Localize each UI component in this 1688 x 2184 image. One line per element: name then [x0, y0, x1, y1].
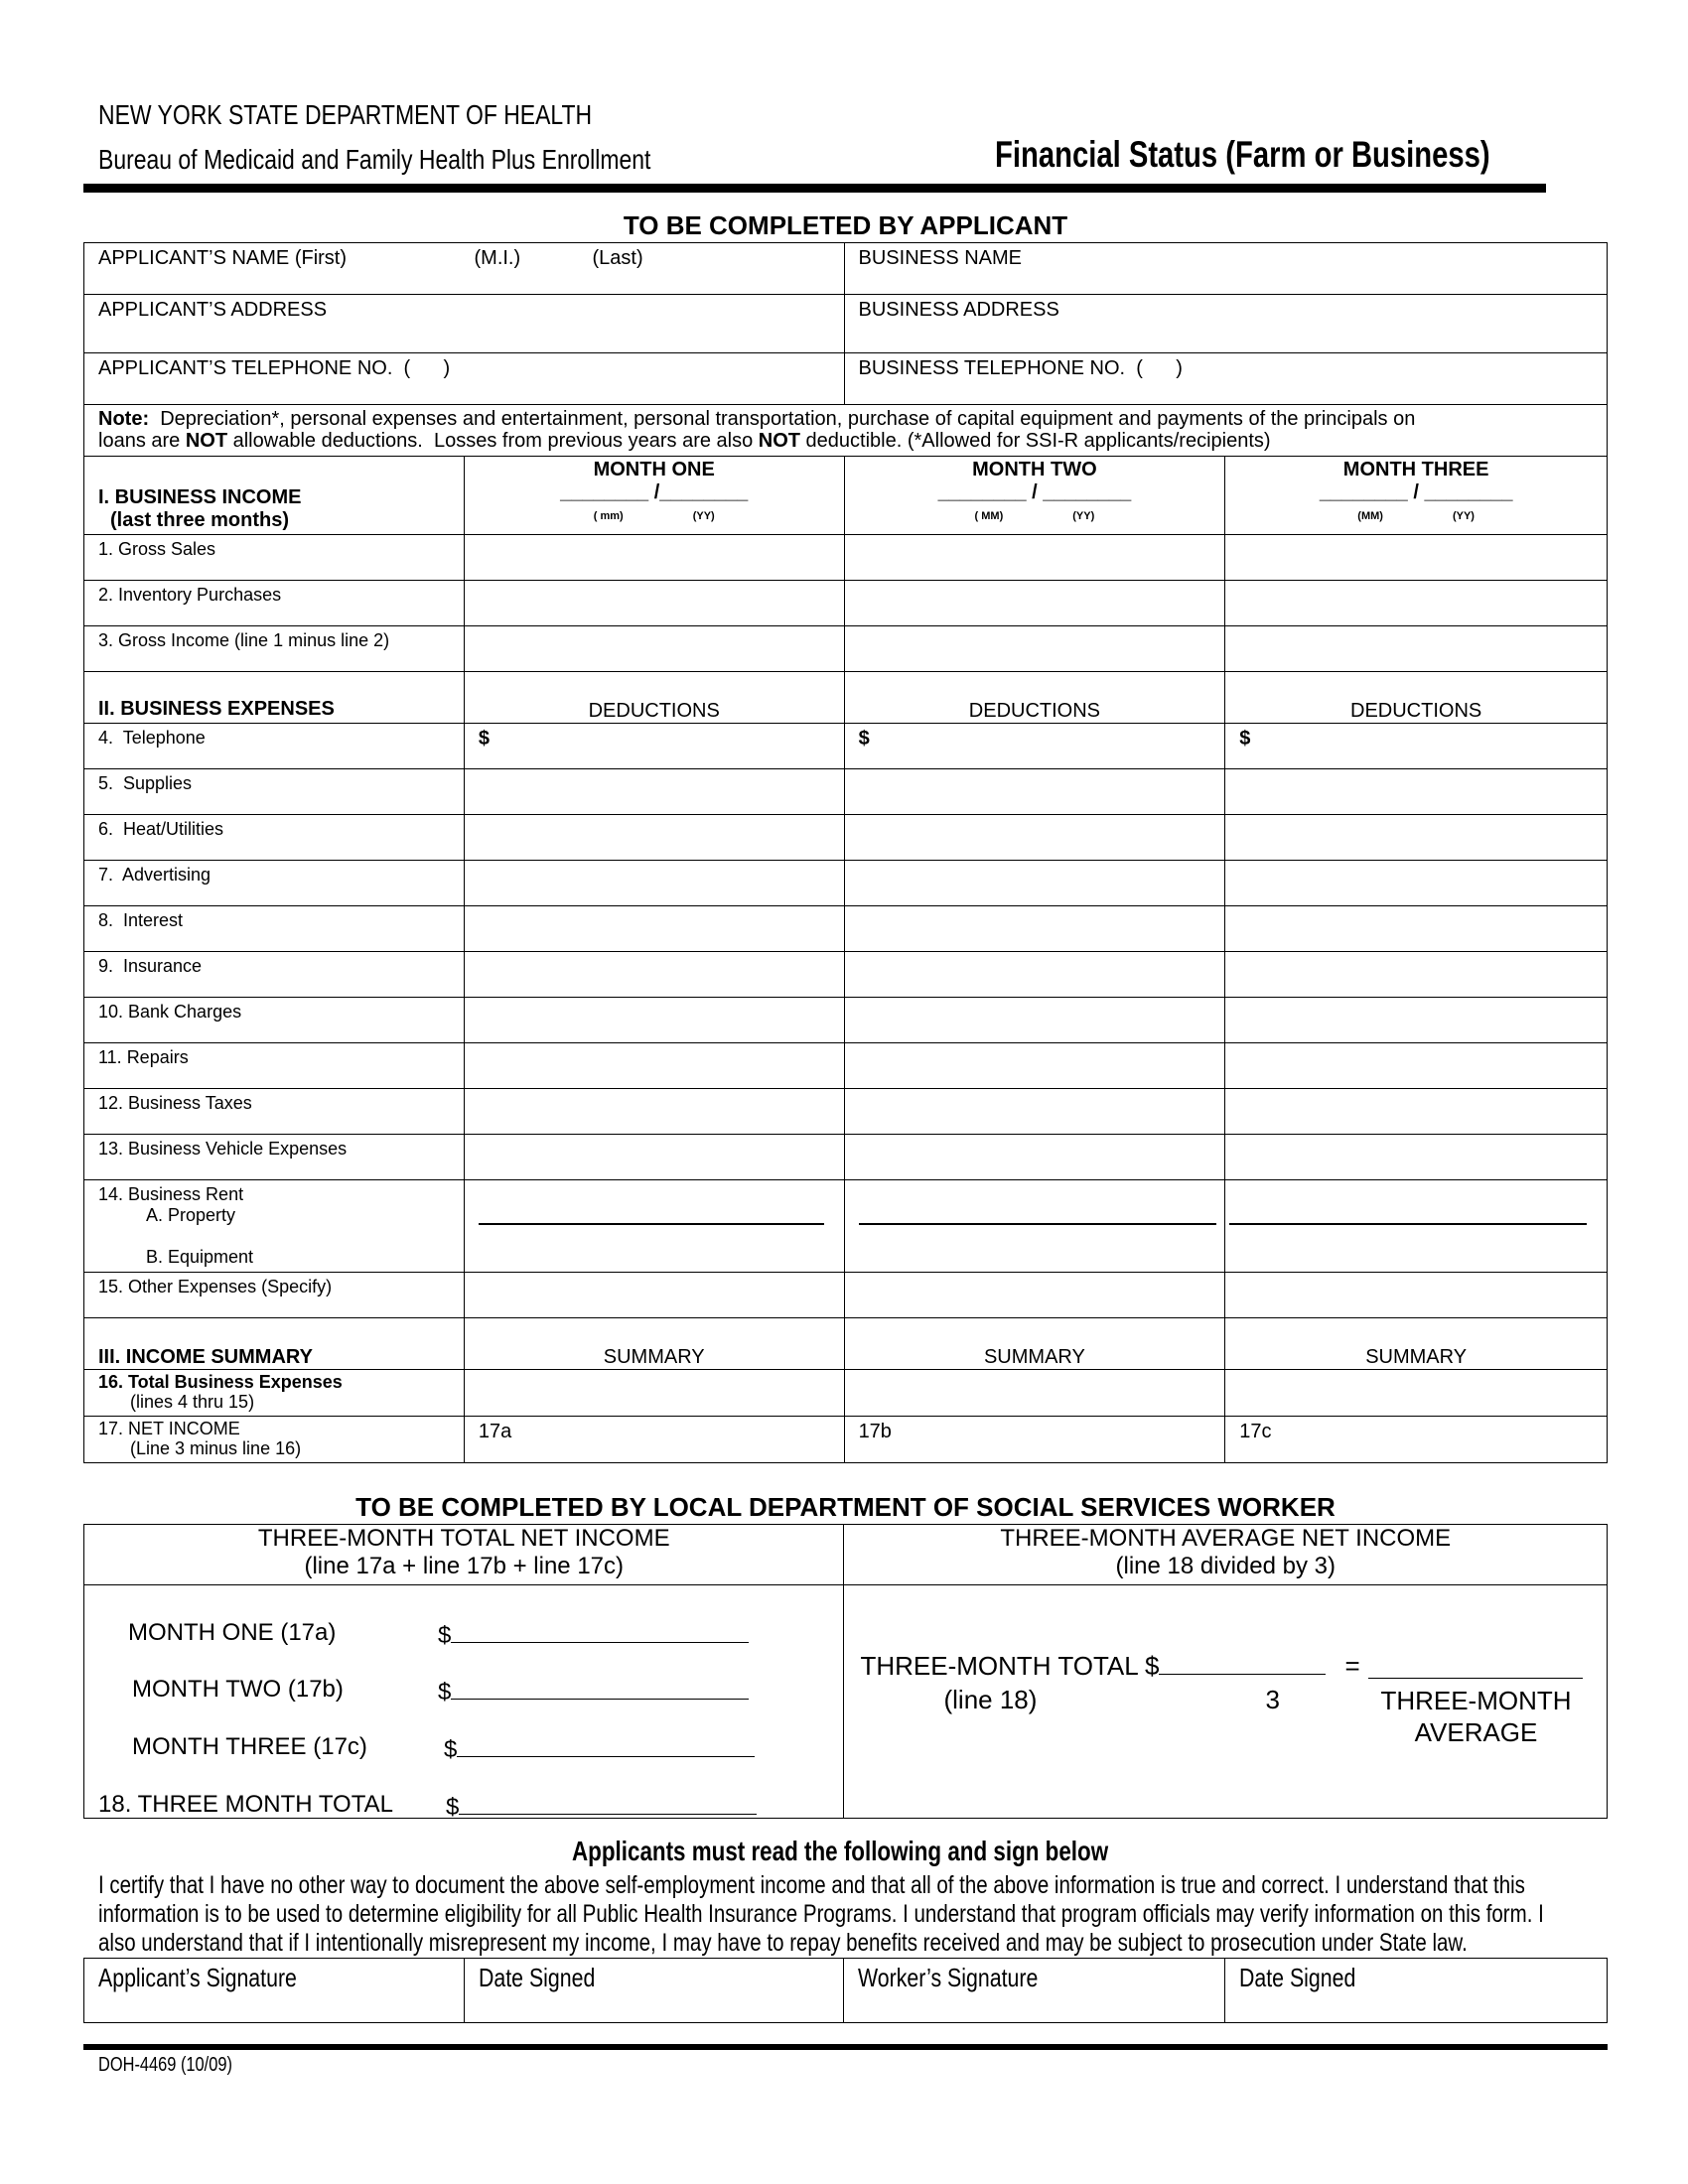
certification-line-3: also understand that if I intentionally misrepresent my income, I may have to repay benefits received and may be subject to prosecution under State law. — [98, 1929, 1468, 1957]
gross-income-label: 3. Gross Income (line 1 minus line 2) — [98, 630, 390, 650]
input-cell[interactable] — [844, 1370, 1225, 1417]
certification-line-1: I certify that I have no other way to document the above self-employment income and that all of the above information is true and correct. I understand that this — [98, 1871, 1525, 1899]
deductions-header: DEDUCTIONS — [464, 672, 844, 724]
other-expenses-label: 15. Other Expenses (Specify) — [98, 1277, 333, 1297]
total-net-income-header — [84, 1525, 844, 1585]
month-one-entry — [128, 1619, 336, 1647]
input-cell[interactable] — [844, 1135, 1225, 1180]
applicant-first-name-label: APPLICANT’S NAME (First) — [98, 247, 348, 269]
line-label — [84, 1135, 465, 1180]
summary-column-header: SUMMARY — [844, 1318, 1225, 1370]
line-label — [84, 769, 465, 815]
income-heading-cell — [84, 457, 465, 535]
average-calc-cell — [844, 1585, 1608, 1819]
month-one-format — [479, 510, 830, 522]
dollar-sign: $ — [446, 1794, 460, 1821]
applicant-section-heading: TO BE COMPLETED BY APPLICANT — [623, 210, 1068, 240]
table-row — [84, 1089, 1608, 1135]
net-income-sub: (Line 3 minus line 16) — [130, 1438, 302, 1458]
input-cell[interactable] — [844, 861, 1225, 906]
input-cell[interactable] — [844, 906, 1225, 952]
applicant-address-field[interactable] — [84, 295, 845, 353]
input-cell[interactable] — [844, 1417, 1225, 1463]
input-cell[interactable] — [1225, 906, 1608, 952]
divisor-label: 3 — [1265, 1685, 1280, 1714]
input-cell[interactable] — [844, 1089, 1225, 1135]
line-label — [84, 1043, 465, 1089]
certification-text — [98, 1871, 1544, 1958]
line-label — [84, 1273, 465, 1318]
business-telephone-field[interactable] — [844, 353, 1607, 405]
worker-section-heading: TO BE COMPLETED BY LOCAL DEPARTMENT OF SOCIAL SERVICES WORKER — [355, 1492, 1336, 1522]
note-label: Note: — [98, 408, 150, 430]
month-three-header — [1225, 457, 1608, 535]
month-three-yy: (YY) — [1452, 510, 1475, 522]
month-two-label: MONTH TWO — [972, 459, 1097, 480]
worker-signature-label: Worker’s Signature — [858, 1963, 1039, 1992]
business-rent-label: 14. Business Rent — [98, 1184, 244, 1204]
input-cell[interactable] — [1225, 952, 1608, 998]
total-net-income-title: THREE-MONTH TOTAL NET INCOME — [257, 1525, 670, 1552]
form-title: Financial Status (Farm or Business) — [995, 134, 1490, 175]
gross-sales-label: 1. Gross Sales — [98, 539, 216, 559]
certification-heading: Applicants must read the following and sign below — [572, 1836, 1109, 1866]
input-cell[interactable] — [1225, 1135, 1608, 1180]
month-three-17c-label: MONTH THREE (17c) — [132, 1733, 367, 1760]
input-cell[interactable] — [844, 1273, 1225, 1318]
applicant-name-field[interactable] — [84, 243, 845, 295]
input-cell[interactable] — [464, 998, 844, 1043]
input-cell[interactable] — [1225, 1089, 1608, 1135]
table-row — [84, 1370, 1608, 1417]
note-text-2b: allowable deductions. Losses from previous years are also — [227, 430, 759, 452]
insurance-label: 9. Insurance — [98, 956, 203, 976]
supplies-label: 5. Supplies — [98, 773, 193, 793]
applicant-date-label: Date Signed — [478, 1963, 596, 1992]
input-cell[interactable] — [1225, 815, 1608, 861]
business-telephone-label: BUSINESS TELEPHONE NO. ( ) — [858, 357, 1183, 379]
month-three-format — [1239, 510, 1593, 522]
note-text-2c: deductible. (*Allowed for SSI-R applicants/recipients) — [800, 430, 1271, 452]
month-one-17a-label: MONTH ONE (17a) — [128, 1619, 337, 1646]
input-cell[interactable] — [464, 815, 844, 861]
input-cell[interactable] — [1225, 1273, 1608, 1318]
applicant-date-field[interactable] — [464, 1959, 844, 2023]
table-row — [84, 861, 1608, 906]
month-two-header — [844, 457, 1225, 535]
month-two-17b-label: MONTH TWO (17b) — [132, 1676, 344, 1703]
month-three-entry — [132, 1733, 367, 1761]
line-label — [84, 861, 465, 906]
input-cell[interactable] — [1225, 1043, 1608, 1089]
note-line-1 — [98, 408, 1593, 430]
line-label — [84, 581, 465, 626]
applicant-telephone-field[interactable] — [84, 353, 845, 405]
average-net-income-header — [844, 1525, 1608, 1585]
net-17b-label: 17b — [858, 1421, 892, 1442]
input-cell[interactable] — [464, 861, 844, 906]
three-month-total-calc-field[interactable] — [1159, 1651, 1326, 1675]
input-cell[interactable] — [844, 724, 1225, 769]
line-label — [84, 1417, 465, 1463]
input-cell[interactable] — [464, 1370, 844, 1417]
input-cell[interactable] — [464, 1417, 844, 1463]
input-cell[interactable] — [1225, 1370, 1608, 1417]
line-label — [84, 535, 465, 581]
month-three-mm: (MM) — [1357, 510, 1383, 522]
total-net-income-sub: (line 17a + line 17b + line 17c) — [304, 1553, 625, 1579]
summary-header-row — [84, 1318, 1608, 1370]
input-cell[interactable] — [844, 815, 1225, 861]
table-row — [84, 724, 1608, 769]
input-cell[interactable] — [844, 1043, 1225, 1089]
rent-property-label: A. Property — [146, 1205, 236, 1225]
month-one-amount-field[interactable] — [438, 1619, 749, 1650]
table-row — [84, 769, 1608, 815]
month-two-format — [859, 510, 1211, 522]
note-text-1: Depreciation*, personal expenses and entertainment, personal transportation, purchase of capital equipment and payments of the principals on — [149, 408, 1416, 430]
month-three-label: MONTH THREE — [1342, 459, 1489, 480]
rent-divider-line — [479, 1223, 824, 1225]
equals-sign: = — [1344, 1651, 1360, 1681]
income-subheading: (last three months) — [110, 509, 290, 531]
worker-table — [83, 1524, 1608, 1819]
line-label — [84, 1370, 465, 1417]
three-month-total-entry — [98, 1791, 393, 1819]
table-row — [84, 1043, 1608, 1089]
input-cell[interactable] — [1225, 1180, 1608, 1273]
month-two-amount-field[interactable] — [438, 1676, 749, 1706]
input-cell[interactable] — [1225, 1417, 1608, 1463]
applicant-mi-label: (M.I.) — [474, 247, 521, 269]
advertising-label: 7. Advertising — [98, 865, 211, 885]
deductions-header: DEDUCTIONS — [844, 672, 1225, 724]
input-cell[interactable] — [1225, 535, 1608, 581]
heat-utilities-label: 6. Heat/Utilities — [98, 819, 224, 839]
line-label — [84, 1089, 465, 1135]
table-row — [84, 1273, 1608, 1318]
input-cell[interactable] — [844, 769, 1225, 815]
business-name-field[interactable] — [844, 243, 1607, 295]
month-one-header — [464, 457, 844, 535]
note-line-2 — [98, 430, 1593, 452]
line-label — [84, 626, 465, 672]
table-row — [84, 1417, 1608, 1463]
business-address-label: BUSINESS ADDRESS — [858, 299, 1059, 321]
applicant-signature-label: Applicant’s Signature — [98, 1963, 297, 1992]
dollar-sign: $ — [478, 728, 490, 750]
input-cell[interactable] — [464, 1043, 844, 1089]
note-not-1: NOT — [185, 430, 228, 452]
line-label — [84, 1180, 465, 1273]
business-address-field[interactable] — [844, 295, 1607, 353]
table-row — [84, 998, 1608, 1043]
applicant-telephone-label: APPLICANT’S TELEPHONE NO. ( ) — [98, 357, 451, 379]
income-heading: I. BUSINESS INCOME — [98, 486, 302, 508]
footer-rule — [83, 2044, 1608, 2050]
input-cell[interactable] — [844, 952, 1225, 998]
dollar-sign: $ — [858, 728, 870, 750]
net-17a-label: 17a — [478, 1421, 512, 1442]
input-cell[interactable] — [1225, 769, 1608, 815]
input-cell[interactable] — [1225, 998, 1608, 1043]
business-taxes-label: 12. Business Taxes — [98, 1093, 252, 1113]
business-rent-row — [84, 1180, 1608, 1273]
dollar-sign: $ — [1239, 728, 1251, 750]
input-cell[interactable] — [464, 906, 844, 952]
total-expenses-sub: (lines 4 thru 15) — [130, 1392, 255, 1412]
month-three-date: ________ / ________ — [1319, 481, 1513, 503]
agency-name: NEW YORK STATE DEPARTMENT OF HEALTH — [98, 99, 593, 130]
line-label — [84, 952, 465, 998]
dollar-sign: $ — [438, 1622, 452, 1649]
input-cell[interactable] — [844, 1180, 1225, 1273]
bureau-name: Bureau of Medicaid and Family Health Plus Enrollment — [98, 144, 651, 175]
input-cell[interactable] — [1225, 724, 1608, 769]
dollar-sign: $ — [438, 1679, 452, 1706]
applicant-info-table — [83, 242, 1608, 457]
three-month-total-calc — [860, 1651, 1326, 1682]
note-cell — [84, 405, 1608, 457]
applicant-last-name-label: (Last) — [592, 247, 643, 269]
summary-column-header: SUMMARY — [464, 1318, 844, 1370]
applicant-signature-field[interactable] — [84, 1959, 465, 2023]
month-two-yy: (YY) — [1072, 510, 1095, 522]
average-net-income-sub: (line 18 divided by 3) — [1115, 1553, 1336, 1579]
net-17c-label: 17c — [1239, 1421, 1272, 1442]
input-cell[interactable] — [464, 535, 844, 581]
average-net-income-title: THREE-MONTH AVERAGE NET INCOME — [1000, 1525, 1452, 1552]
three-month-average-label-1: THREE-MONTH — [1380, 1686, 1572, 1715]
line-label — [84, 815, 465, 861]
month-one-mm: ( mm) — [593, 510, 624, 522]
input-cell[interactable] — [464, 769, 844, 815]
month-one-date: ________ /________ — [560, 481, 749, 503]
input-cell[interactable] — [464, 1135, 844, 1180]
income-header-row — [84, 457, 1608, 535]
input-cell[interactable] — [464, 1089, 844, 1135]
inventory-purchases-label: 2. Inventory Purchases — [98, 585, 282, 605]
certification-line-2: information is to be used to determine eligibility for all Public Health Insurance Programs. I understand that program officials may verify information on this form. I — [98, 1900, 1544, 1928]
expenses-heading: II. BUSINESS EXPENSES — [84, 672, 465, 724]
month-three-amount-field[interactable] — [444, 1733, 755, 1764]
input-cell[interactable] — [844, 535, 1225, 581]
input-cell[interactable] — [464, 626, 844, 672]
dollar-sign: $ — [444, 1736, 458, 1763]
telephone-label: 4. Telephone — [98, 728, 206, 748]
line-label — [84, 906, 465, 952]
expenses-header-row — [84, 672, 1608, 724]
vehicle-expenses-label: 13. Business Vehicle Expenses — [98, 1139, 348, 1159]
table-row — [84, 906, 1608, 952]
table-row — [84, 1135, 1608, 1180]
table-row — [84, 626, 1608, 672]
header-rule — [83, 184, 1546, 193]
month-one-yy: (YY) — [692, 510, 715, 522]
repairs-label: 11. Repairs — [98, 1047, 189, 1067]
input-cell[interactable] — [844, 626, 1225, 672]
line-label — [84, 724, 465, 769]
line-label — [84, 998, 465, 1043]
input-cell[interactable] — [1225, 581, 1608, 626]
worker-signature-field[interactable] — [844, 1959, 1225, 2023]
table-row — [84, 815, 1608, 861]
summary-column-header: SUMMARY — [1225, 1318, 1608, 1370]
input-cell[interactable] — [1225, 861, 1608, 906]
line-18-label: (line 18) — [943, 1685, 1038, 1714]
table-row — [84, 535, 1608, 581]
three-month-total-calc-label: THREE-MONTH TOTAL $ — [860, 1651, 1160, 1681]
note-not-2: NOT — [758, 430, 800, 452]
month-one-label: MONTH ONE — [593, 459, 715, 480]
table-row — [84, 952, 1608, 998]
rent-divider-line — [1229, 1223, 1587, 1225]
note-text-2a: loans are — [98, 430, 186, 452]
total-expenses-label: 16. Total Business Expenses — [98, 1372, 343, 1392]
month-two-date: ________ / ________ — [937, 481, 1132, 503]
deductions-header: DEDUCTIONS — [1225, 672, 1608, 724]
three-month-total-amount-field[interactable] — [446, 1791, 757, 1822]
input-cell[interactable] — [464, 581, 844, 626]
three-month-average-label — [1368, 1685, 1583, 1748]
three-month-total-label: 18. THREE MONTH TOTAL — [98, 1791, 393, 1818]
applicant-address-label: APPLICANT’S ADDRESS — [98, 299, 328, 321]
form-number: DOH-4469 (10/09) — [98, 2054, 232, 2076]
monthly-totals-cell — [84, 1585, 844, 1819]
three-month-average-field[interactable] — [1368, 1653, 1583, 1679]
input-cell[interactable] — [464, 1273, 844, 1318]
business-name-label: BUSINESS NAME — [858, 247, 1022, 269]
worker-date-field[interactable] — [1225, 1959, 1608, 2023]
net-income-label: 17. NET INCOME — [98, 1419, 240, 1438]
input-cell[interactable] — [464, 952, 844, 998]
input-cell[interactable] — [844, 998, 1225, 1043]
input-cell[interactable] — [464, 724, 844, 769]
summary-heading: III. INCOME SUMMARY — [84, 1318, 465, 1370]
month-two-entry — [132, 1676, 344, 1704]
three-month-average-label-2: AVERAGE — [1414, 1717, 1538, 1747]
interest-label: 8. Interest — [98, 910, 184, 930]
signature-table — [83, 1958, 1608, 2023]
rent-divider-line — [859, 1223, 1217, 1225]
input-cell[interactable] — [464, 1180, 844, 1273]
input-cell[interactable] — [1225, 626, 1608, 672]
month-two-mm: ( MM) — [974, 510, 1004, 522]
rent-equipment-label: B. Equipment — [146, 1247, 254, 1267]
bank-charges-label: 10. Bank Charges — [98, 1002, 242, 1022]
table-row — [84, 581, 1608, 626]
financial-table — [83, 456, 1608, 1463]
input-cell[interactable] — [844, 581, 1225, 626]
worker-date-label: Date Signed — [1239, 1963, 1356, 1992]
